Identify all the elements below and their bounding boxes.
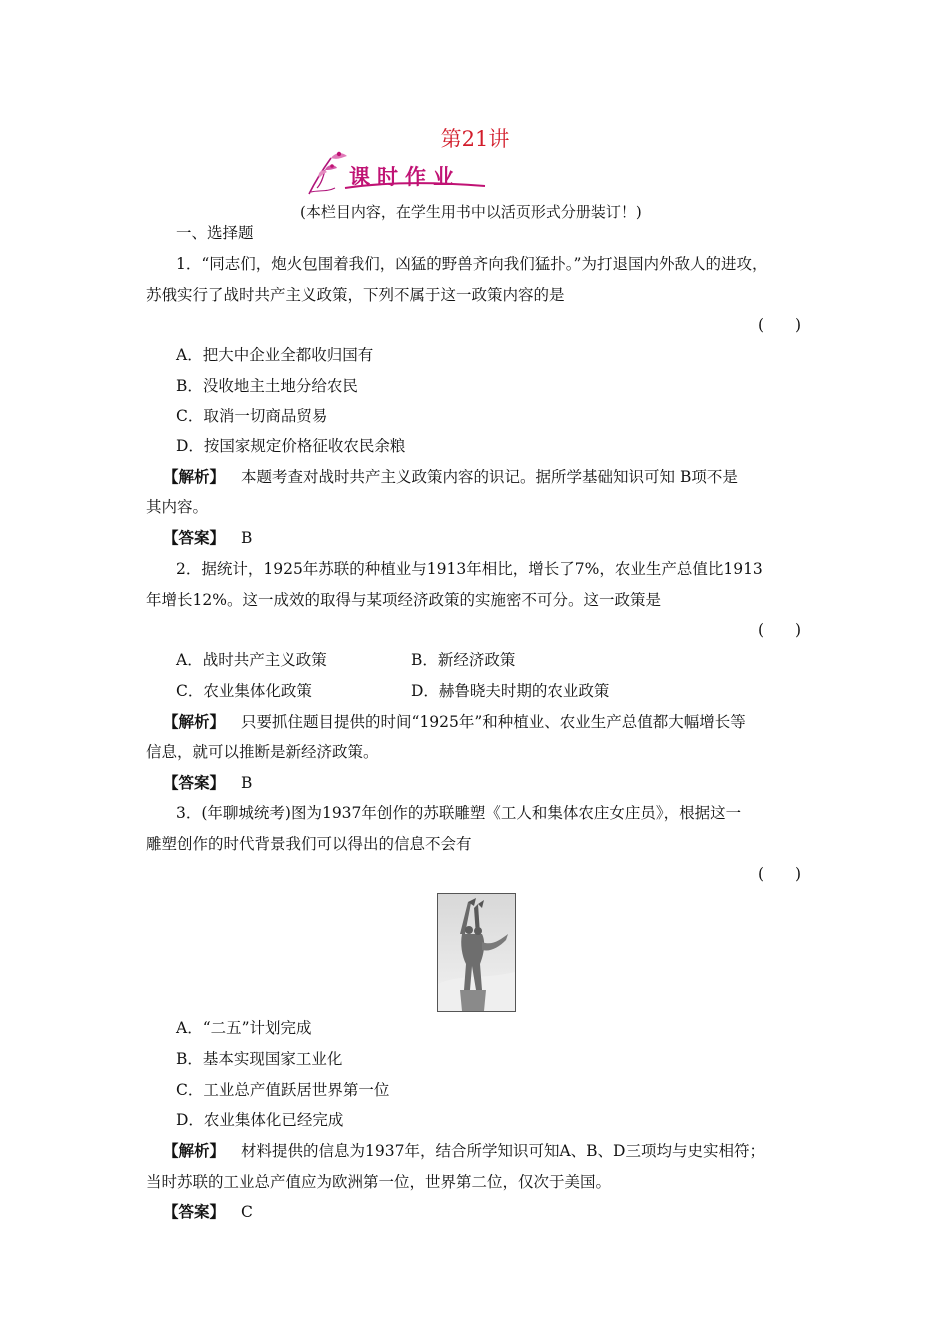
question-2-analysis bbox=[163, 710, 746, 732]
question-3-option-b: B．基本实现国家工业化 bbox=[176, 1050, 343, 1068]
question-3-answer bbox=[163, 1200, 253, 1222]
question-3-answer-bracket: ( ) bbox=[758, 865, 802, 883]
question-2-answer-bracket: ( ) bbox=[758, 621, 802, 639]
question-1-answer-value: B bbox=[241, 529, 253, 547]
question-3-stem-line-2: 雕塑创作的时代背景我们可以得出的信息不会有 bbox=[146, 835, 472, 853]
question-2-analysis-line-1: 只要抓住题目提供的时间“1925年”和种植业、农业生产总值都大幅增长等 bbox=[241, 713, 746, 731]
answer-tag: 【答案】 bbox=[163, 773, 226, 792]
analysis-tag: 【解析】 bbox=[163, 467, 226, 486]
worker-and-kolkhoz-woman-sculpture-image bbox=[438, 894, 515, 1011]
analysis-tag: 【解析】 bbox=[163, 712, 226, 731]
question-2-option-c: C．农业集体化政策 bbox=[176, 682, 312, 700]
question-1-option-d: D．按国家规定价格征收农民余粮 bbox=[176, 437, 406, 455]
question-2-analysis-line-2: 信息，就可以推断是新经济政策。 bbox=[146, 743, 379, 761]
question-2-option-d: D．赫鲁晓夫时期的农业政策 bbox=[411, 682, 610, 700]
section-heading: 一、选择题 bbox=[176, 224, 254, 242]
answer-tag: 【答案】 bbox=[163, 528, 226, 547]
question-1-answer-bracket: ( ) bbox=[758, 316, 802, 334]
question-3-answer-value: C bbox=[241, 1203, 253, 1221]
question-1-answer bbox=[163, 526, 252, 548]
question-3-analysis-line-2: 当时苏联的工业总产值应为欧洲第一位，世界第二位，仅次于美国。 bbox=[146, 1173, 612, 1191]
question-2-answer bbox=[163, 771, 252, 793]
sculpture-photo bbox=[437, 893, 516, 1012]
question-1-option-c: C．取消一切商品贸易 bbox=[176, 407, 328, 425]
question-1-analysis-line-2: 其内容。 bbox=[146, 498, 209, 516]
question-1-stem-line-2: 苏俄实行了战时共产主义政策，下列不属于这一政策内容的是 bbox=[146, 286, 565, 304]
question-2-option-b: B．新经济政策 bbox=[411, 651, 516, 669]
lesson-title: 第21讲 bbox=[440, 127, 510, 151]
question-1-option-b: B．没收地主土地分给农民 bbox=[176, 377, 358, 395]
question-2-option-a: A．战时共产主义政策 bbox=[176, 651, 327, 669]
binding-note: (本栏目内容，在学生用书中以活页形式分册装订！) bbox=[300, 203, 642, 221]
question-2-stem-line-2: 年增长12%。这一成效的取得与某项经济政策的实施密不可分。这一政策是 bbox=[146, 591, 661, 609]
question-3-option-a: A．“二五”计划完成 bbox=[176, 1019, 312, 1037]
analysis-tag: 【解析】 bbox=[163, 1141, 226, 1160]
question-1-analysis-line-1: 本题考查对战时共产主义政策内容的识记。据所学基础知识可知 B项不是 bbox=[241, 468, 738, 486]
question-1-analysis bbox=[163, 465, 738, 487]
question-3-stem-line-1: 3．(年聊城统考)图为1937年创作的苏联雕塑《工人和集体农庄女庄员》，根据这一 bbox=[176, 804, 742, 822]
banner-label: 课时作业 bbox=[349, 164, 461, 189]
question-1-stem-line-1: 1．“同志们，炮火包围着我们，凶猛的野兽齐向我们猛扑。”为打退国内外敌人的进攻， bbox=[176, 255, 768, 273]
question-3-option-c: C．工业总产值跃居世界第一位 bbox=[176, 1081, 390, 1099]
question-2-answer-value: B bbox=[241, 774, 253, 792]
question-3-analysis-line-1: 材料提供的信息为1937年，结合所学知识可知A、B、D三项均与史实相符； bbox=[241, 1142, 765, 1160]
question-3-option-d: D．农业集体化已经完成 bbox=[176, 1111, 344, 1129]
question-2-stem-line-1: 2．据统计，1925年苏联的种植业与1913年相比，增长了7%，农业生产总值比1913 bbox=[176, 560, 763, 578]
question-3-analysis bbox=[163, 1139, 765, 1161]
homework-banner bbox=[305, 148, 495, 196]
answer-tag: 【答案】 bbox=[163, 1202, 226, 1221]
question-1-option-a: A．把大中企业全都收归国有 bbox=[176, 346, 374, 364]
